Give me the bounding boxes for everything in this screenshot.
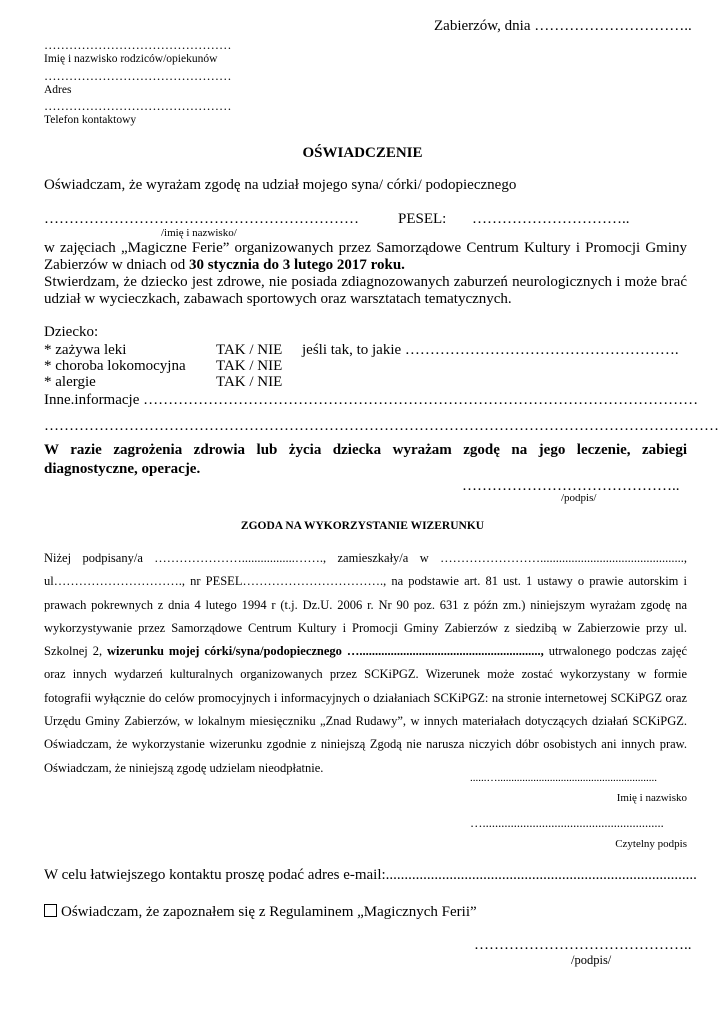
- image-consent-text-start: Niżej podpisany/a ………………….................……., zamieszkały/a w …………………….............................................., ul…………………………., nr PESEL……………………………., na podstawie art. 81 ust. 1 ustawy o prawie autorskim i prawach pokrewnych z dnia 4 lutego 1994 r (t.j. Dz.U. 2006 r. Nr 90 poz. 631 z późn zm.) niniejszym wyrażam zgodę na wykorzystywanie przez Samorządowe Centrum Kultury i Promocji Gminy Zabierzów z siedzibą w Zabierzowie przy ul. Szkolnej 2,: [44, 551, 687, 659]
- place-date: Zabierzów, dnia …………………………..: [434, 18, 692, 34]
- email-line[interactable]: W celu łatwiejszego kontaktu proszę podać adres e-mail:...................................................................................: [44, 867, 697, 883]
- image-consent-text-end: utrwalonego podczas zajęć oraz innych wydarzeń kulturalnych organizowanych przez SCKiPGZ. Wizerunek może zostać wykorzystany w formie fotografii wyłącznie do celów promocyjnych i informacyjnych o działaniach SCKiPGZ: na stronie internetowej SCKiPGZ oraz Urzędu Gminy Zabierzów, w lokalnym miesięczniku „Znad Rudawy”, w innych materiałach dotyczących działań SCKiPGZ. Oświadczam, że wykorzystanie wizerunku zgodnie z niniejszą Zgodą nie narusza niczyich dóbr osobistych ani innych praw. Oświadczam, że niniejszą zgodę udzielam nieodpłatnie.: [44, 644, 688, 775]
- declaration-title: OŚWIADCZENIE: [302, 145, 423, 161]
- pesel-label: PESEL:: [398, 211, 447, 227]
- signature-dots[interactable]: ……………………………………..: [462, 478, 680, 494]
- child-row-options[interactable]: TAK / NIE: [216, 374, 283, 390]
- image-consent-text: [44, 547, 687, 780]
- pesel-dots[interactable]: …………………………..: [472, 211, 630, 227]
- phone-label: Telefon kontaktowy: [44, 114, 137, 126]
- name-dots[interactable]: ......…..........................................................: [470, 772, 657, 784]
- child-name-caption: /imię i nazwisko/: [161, 227, 237, 239]
- final-signature-dots[interactable]: ……………………………………..: [474, 937, 692, 953]
- final-signature-label: /podpis/: [571, 953, 612, 967]
- image-consent-text-bold: wizerunku mojej córki/syna/podopiecznego …..........................................................,: [107, 644, 544, 659]
- address-dots[interactable]: ………………………………………: [44, 69, 232, 83]
- child-row-options[interactable]: TAK / NIE: [216, 342, 283, 358]
- child-row-label: * choroba lokomocyjna: [44, 358, 186, 374]
- readable-sign-label: Czytelny podpis: [615, 838, 687, 850]
- regulations-checkbox-row[interactable]: [44, 904, 477, 921]
- name-label: Imię i nazwisko: [616, 792, 687, 804]
- child-heading: Dziecko:: [44, 324, 99, 340]
- checkbox-icon[interactable]: [44, 904, 57, 917]
- image-consent-title: ZGODA NA WYKORZYSTANIE WIZERUNKU: [240, 520, 485, 532]
- child-name-dots[interactable]: ………………………………………………………: [44, 211, 359, 227]
- regulations-checkbox-label: Oświadczam, że zapoznałem się z Regulaminem „Magicznych Ferii”: [61, 904, 477, 920]
- declaration-paragraph: [44, 240, 687, 274]
- address-label: Adres: [44, 84, 72, 96]
- declaration-dates: 30 stycznia do 3 lutego 2017 roku.: [188, 257, 405, 273]
- readable-sign-dots[interactable]: …..........................................................: [470, 816, 664, 830]
- child-row-label: * alergie: [44, 374, 96, 390]
- child-row-extra[interactable]: jeśli tak, to jakie ……………………………………………….: [302, 342, 679, 358]
- declaration-para1: w zajęciach „Magiczne Ferie” organizowanych przez Samorządowe Centrum Kultury i Promocji Gminy Zabierzów w dniach od: [44, 240, 687, 273]
- signature-label: /podpis/: [561, 492, 597, 504]
- parent-name-dots[interactable]: ………………………………………: [44, 38, 232, 52]
- parent-name-label: Imię i nazwisko rodziców/opiekunów: [44, 53, 218, 65]
- child-row-options[interactable]: TAK / NIE: [216, 358, 283, 374]
- child-row-label: * zażywa leki: [44, 342, 127, 358]
- phone-dots[interactable]: ………………………………………: [44, 99, 232, 113]
- health-statement: Stwierdzam, że dziecko jest zdrowe, nie posiada zdiagnozowanych zaburzeń neurologicznych i może brać udział w wycieczkach, zabawach sportowych oraz warsztatach tematycznych.: [44, 274, 687, 307]
- declaration-intro: Oświadczam, że wyrażam zgodę na udział mojego syna/ córki/ podopiecznego: [44, 177, 517, 193]
- other-info-dots[interactable]: ………………………………………………………………………………………………………………………: [44, 418, 719, 434]
- medical-consent: W razie zagrożenia zdrowia lub życia dziecka wyrażam zgodę na jego leczenie, zabiegi diagnostyczne, operacje.: [44, 442, 687, 477]
- other-info-line[interactable]: Inne.informacje …………………………………………………………………………………………………: [44, 392, 699, 408]
